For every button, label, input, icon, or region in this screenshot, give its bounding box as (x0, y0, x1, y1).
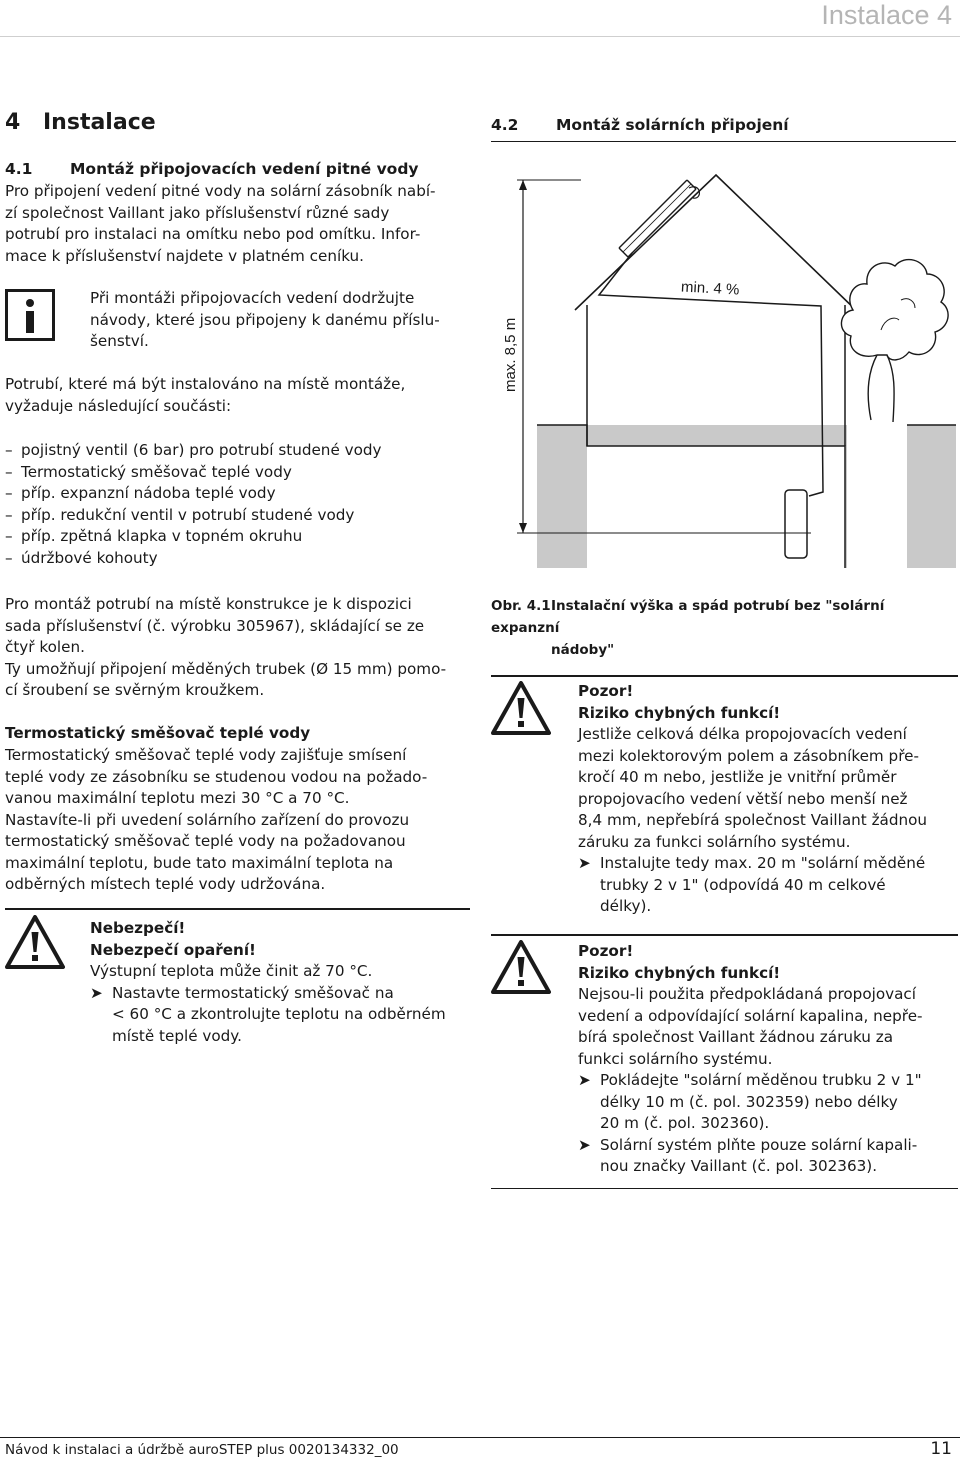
list-item: – příp. expanzní nádoba teplé vody (5, 483, 475, 505)
footer-text: Návod k instalaci a údržbě auroSTEP plus 0020134332_00 (5, 1442, 399, 1458)
list-item: – údržbové kohouty (5, 548, 475, 570)
warning-triangle-icon (491, 681, 551, 735)
caution-rule-1 (491, 675, 958, 677)
list-item: – pojistný ventil (6 bar) pro potrubí studené vody (5, 440, 475, 462)
danger-note (90, 918, 470, 1047)
danger-bullet: ➤ Nastavte termostatický směšovač na < 60 °C a zkontrolujte teplotu na odběrném místě teplé vody. (90, 983, 446, 1045)
heading-rule (491, 141, 956, 142)
danger-subtitle: Nebezpečí opaření! (90, 940, 256, 959)
mixer-heading: Termostatický směšovač teplé vody (5, 724, 311, 742)
mixer-paragraph: Termostatický směšovač teplé vody zajišťuje smísení teplé vody ze zásobníku se studenou vodou na požado- vanou maximální teplotu mezi 30 °C a 70 °C. Nastavíte-li při uvedení solárního zařízení do provozu termostatický směšovač teplé vody na požadovanou maximální teplotu, bude tato maximální teplota na odběrných místech teplé vody udržována. (5, 746, 428, 893)
arrow-bullet-icon: ➤ (578, 1135, 591, 1154)
storage-tank (785, 490, 807, 558)
slope-label: min. 4 % (680, 278, 740, 299)
danger-text: Výstupní teplota může činit až 70 °C. (90, 962, 373, 980)
caution-note-2: Pozor! Riziko chybných funkcí! Nejsou-li použita předpokládaná propojovací vedení a odpovídající solární kapalina, nepře- bírá společnost Vaillant žádnou záruku za funkci solárního systému. ➤ Pokládejte "solární měděnou trubku 2 v 1" délky 10 m (č. pol. 302359) nebo délky 20 m (č. pol. 302360). ➤ Solární systém plňte pouze solární kapali- nou značky Vaillant (č. pol. 302363). (578, 941, 958, 1178)
installation-figure (491, 150, 956, 590)
danger-rule (5, 908, 470, 910)
caution-bullet: ➤ Instalujte tedy max. 20 m "solární měděné trubky 2 v 1" (odpovídá 40 m celkové délky). (578, 854, 926, 915)
running-header: Instalace 4 (821, 0, 952, 30)
accessory-paragraph: Pro montáž potrubí na místě konstrukce je k dispozici sada příslušenství (č. výrobku 305967), skládající se ze čtyř kolen. Ty umožňují připojení měděných trubek (Ø 15 mm) pomo- cí šroubení se svěrným kroužkem. (5, 595, 447, 699)
figure-caption: Obr. 4.1Instalační výška a spád potrubí bez "solární expanzní nádoby" (491, 595, 956, 661)
height-label: max. 8,5 m (502, 317, 519, 392)
caution-label: Pozor! (578, 682, 634, 700)
list-item: – příp. redukční ventil v potrubí studené vody (5, 505, 475, 527)
caution-rule-2 (491, 934, 958, 936)
subsection-heading-4-1: 4.1 Montáž připojovacích vedení pitné vody (5, 160, 419, 178)
caption-number: Obr. 4.1 (491, 598, 551, 614)
list-item: – příp. zpětná klapka v topném okruhu (5, 526, 475, 548)
page-number: 11 (930, 1439, 952, 1459)
caution-end-rule (491, 1188, 958, 1189)
header-rule (0, 36, 960, 37)
caution-subtitle: Riziko chybných funkcí! (578, 963, 781, 982)
components-list (5, 440, 475, 569)
caution-bullet: ➤ Solární systém plňte pouze solární kapali- nou značky Vaillant (č. pol. 302363). (578, 1135, 918, 1175)
collector (619, 180, 699, 257)
section-heading: 4 Instalace (5, 110, 156, 135)
arrow-bullet-icon: ➤ (90, 983, 103, 1002)
warning-triangle-icon (5, 915, 65, 969)
arrow-bullet-icon: ➤ (578, 854, 591, 872)
info-icon (5, 289, 55, 341)
list-item: – Termostatický směšovač teplé vody (5, 462, 475, 484)
caution-bullet: ➤ Pokládejte "solární měděnou trubku 2 v 1" délky 10 m (č. pol. 302359) nebo délky 20 m (č. pol. 302360). (578, 1071, 922, 1132)
arrow-bullet-icon: ➤ (578, 1071, 591, 1089)
intro-paragraph: Pro připojení vedení pitné vody na solární zásobník nabí- zí společnost Vaillant jako příslušenství různé sady potrubí pro instalaci na omítku nebo pod omítku. Infor- mace k příslušenství najdete v platném ceníku. (5, 182, 436, 265)
caution-note-1: Pozor! Riziko chybných funkcí! Jestliže celková délka propojovacích vedení mezi kolektorovým polem a zásobníkem pře- kročí 40 m nebo, jestliže je vnitřní průměr propojovacího vedení větší nebo menší než 8,4 mm, nepřebírá společnost Vaillant žádnou záruku za funkci solárního systému. ➤ Instalujte tedy max. 20 m "solární měděné trubky 2 v 1" (odpovídá 40 m celkové délky). (578, 681, 958, 918)
tree (841, 260, 948, 422)
danger-label: Nebezpečí! (90, 919, 186, 937)
info-note-text: Při montáži připojovacích vedení dodržujte návody, které jsou připojeny k danému příslu- šenství. (90, 289, 440, 350)
ground-hatch-right (907, 425, 956, 568)
caution-label: Pozor! (578, 942, 634, 960)
subsection-heading-4-2: 4.2 Montáž solárních připojení (491, 116, 789, 134)
footer-rule (0, 1437, 960, 1438)
warning-triangle-icon (491, 940, 551, 994)
pipe-intro-paragraph: Potrubí, které má být instalováno na místě montáže, vyžaduje následující součásti: (5, 375, 406, 415)
caution-subtitle: Riziko chybných funkcí! (578, 703, 781, 722)
